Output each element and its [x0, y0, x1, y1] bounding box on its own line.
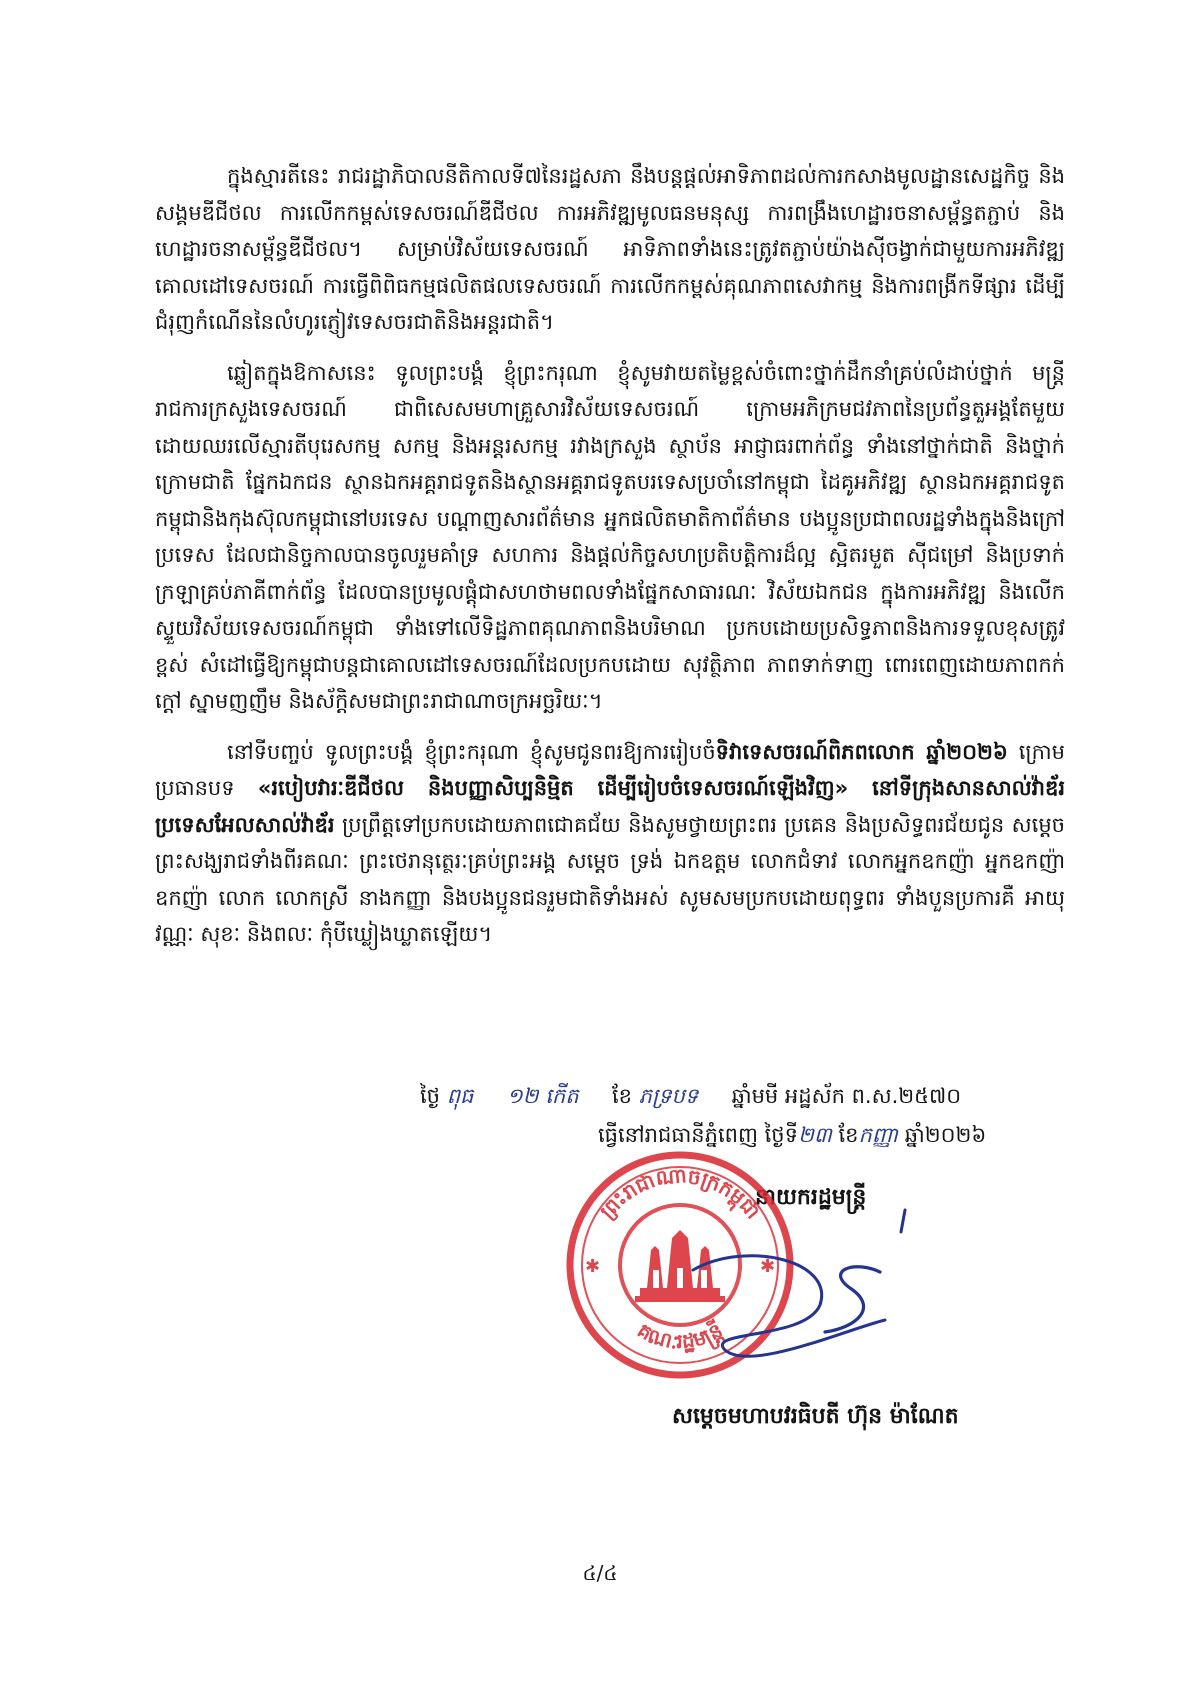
signature-icon	[675, 1200, 995, 1370]
paragraph-1: ក្នុងស្មារតីនេះ រាជរដ្ឋាភិបាលនីតិកាលទី៧នៃរដ្ឋសភា នឹងបន្តផ្តល់អាទិភាពដល់ការកសាងមូលដ្ឋានសេដ្ឋកិច្ច និងសង្គមឌីជីថល ការលើកកម្ពស់ទេសចរណ៍ឌីជីថល ការអភិវឌ្ឍមូលធនមនុស្ស ការពង្រឹងហេដ្ឋារចនាសម្ព័ន្ធតភ្ជាប់ និងហេដ្ឋារចនាសម្ព័ន្ធឌីជីថល។ សម្រាប់វិស័យទេសចរណ៍ អាទិភាពទាំងនេះត្រូវតភ្ជាប់យ៉ាងស៊ីចង្វាក់ជាមួយការអភិវឌ្ឍគោលដៅទេសចរណ៍ ការធ្វើពិពិធកម្មផលិតផលទេសចរណ៍ ការលើកកម្ពស់គុណភាពសេវាកម្ម និងការពង្រីកទីផ្សារ ដើម្បីជំរុញកំណើននៃលំហូរភ្ញៀវទេសចរជាតិនិងអន្តរជាតិ។	[155, 164, 1065, 334]
solar-month-label: ខែ	[838, 1123, 859, 1147]
svg-text:✱: ✱	[585, 1256, 601, 1277]
lunar-month-label: ខែ	[611, 1084, 632, 1108]
solar-day: ២៣	[797, 1123, 832, 1147]
page-number: ៤/៤	[582, 1561, 618, 1585]
lunar-day: ពុធ	[446, 1084, 474, 1108]
lunar-date: ១២ កើត	[506, 1084, 579, 1108]
signer-title: នាយករដ្ឋមន្ត្រី	[755, 1185, 867, 1210]
paragraph-3-start: នៅទីបញ្ចប់ ទូលព្រះបង្គំ ខ្ញុំព្រះករុណា ខ្ញុំសូមជូនពរឱ្យការរៀបចំ	[227, 739, 716, 764]
svg-text:ព្រះរាជាណាចក្រកម្ពុជា: ព្រះរាជាណាចក្រកម្ពុជា	[594, 1163, 766, 1224]
lunar-date-line	[420, 1083, 1090, 1114]
letter-body	[155, 158, 1065, 967]
lunar-year: ឆ្នាំមមី អដ្ឋស័ក ព.ស.២៥៧០	[731, 1084, 962, 1108]
event-name: ទិវាទេសចរណ៍ពិភពលោក ឆ្នាំ២០២៦	[715, 739, 1008, 764]
solar-year: ឆ្នាំ២០២៦	[904, 1123, 987, 1147]
paragraph-3-end: ប្រព្រឹត្តទៅប្រកបដោយភាពជោគជ័យ និងសូមថ្វាយព្រះពរ ប្រគេន និងប្រសិទ្ធពរជ័យជូន សម្តេចព្រះសង្ឃរាជទាំងពីរគណៈ ព្រះថេរានុត្ថេរៈគ្រប់ព្រះអង្គ សម្តេច ទ្រង់ ឯកឧត្តម លោកជំទាវ លោកអ្នកឧកញ៉ា អ្នកឧកញ៉ា ឧកញ៉ា លោក លោកស្រី នាងកញ្ញា និងបងប្អូនជនរួមជាតិទាំងអស់ សូមសមប្រកបដោយពុទ្ធពរ ទាំងបួនប្រការគឺ អាយុ វណ្ណៈ សុខៈ និងពលៈ កុំបីឃ្លៀងឃ្លាតឡើយ។	[155, 812, 1065, 946]
solar-date-line	[598, 1122, 1098, 1153]
solar-place: ធ្វើនៅរាជធានីភ្នំពេញ ថ្ងៃទី	[598, 1123, 798, 1147]
lunar-month: ភទ្របទ	[638, 1084, 699, 1108]
lunar-day-label: ថ្ងៃ	[420, 1084, 440, 1108]
event-theme: «របៀបវារៈឌីជីថល និងបញ្ញាសិប្បនិម្មិត ដើម្បីរៀបចំទេសចរណ៍ឡើងវិញ» នៅទីក្រុងសានសាល់វ៉ាឌ័រ ប្រទេសអែលសាល់វ៉ាឌ័រ	[155, 776, 1065, 837]
paragraph-3-theme-pre: ក្រោមប្រធានបទ	[155, 739, 1065, 800]
paragraph-3	[155, 734, 1065, 953]
paragraph-2: ឆ្លៀតក្នុងឱកាសនេះ ទូលព្រះបង្គំ ខ្ញុំព្រះករុណា ខ្ញុំសូមវាយតម្លៃខ្ពស់ចំពោះថ្នាក់ដឹកនាំគ្រប់លំដាប់ថ្នាក់ មន្ត្រីរាជការក្រសួងទេសចរណ៍ ជាពិសេសមហាគ្រួសារវិស័យទេសចរណ៍ ក្រោមអភិក្រមជវភាពនៃប្រព័ន្ធតួអង្គតែមួយ ដោយឈរលើស្មារតីបុរេសកម្ម សកម្ម និងអន្តរសកម្ម រវាងក្រសួង ស្ថាប័ន អាជ្ញាធរពាក់ព័ន្ធ ទាំងនៅថ្នាក់ជាតិ និងថ្នាក់ក្រោមជាតិ ផ្នែកឯកជន ស្ថានឯកអគ្គរាជទូតនិងស្ថានអគ្គរាជទូតបរទេសប្រចាំនៅកម្ពុជា ដៃគូអភិវឌ្ឍ ស្ថានឯកអគ្គរាជទូតកម្ពុជានិងកុងស៊ុលកម្ពុជានៅបរទេស បណ្តាញសារព័ត៌មាន អ្នកផលិតមាតិកាព័ត៌មាន បងប្អូនប្រជាពលរដ្ឋទាំងក្នុងនិងក្រៅប្រទេស ដែលជានិច្ចកាលបានចូលរួមគាំទ្រ សហការ និងផ្តល់កិច្ចសហប្រតិបត្តិការដ៏ល្អ ស្អិតរមួត ស៊ីជម្រៅ និងប្រទាក់ក្រឡាគ្រប់ភាគីពាក់ព័ន្ធ ដែលបានប្រមូលផ្តុំជាសហថាមពលទាំងផ្នែកសាធារណៈ វិស័យឯកជន ក្នុងការអភិវឌ្ឍ និងលើកស្ទួយវិស័យទេសចរណ៍កម្ពុជា ទាំងទៅលើទិដ្ឋភាពគុណភាពនិងបរិមាណ ប្រកបដោយប្រសិទ្ធភាពនិងការទទួលខុសត្រូវខ្ពស់ សំដៅធ្វើឱ្យកម្ពុជាបន្តជាគោលដៅទេសចរណ៍ដែលប្រកបដោយ សុវត្ថិភាព ភាពទាក់ទាញ ពោរពេញដោយភាពកក់ក្តៅ ស្នាមញញឹម និងស័ក្តិសមជាព្រះរាជាណាចក្រអច្ឆរិយៈ។	[155, 360, 1065, 713]
svg-text:គណៈរដ្ឋមន្ត្រី: គណៈរដ្ឋមន្ត្រី	[633, 1317, 727, 1355]
svg-text:✱: ✱	[760, 1256, 776, 1277]
signer-name: សម្តេចមហាបវរធិបតី ហ៊ុន ម៉ាណែត	[672, 1404, 959, 1429]
solar-month: កញ្ញា	[858, 1123, 899, 1147]
